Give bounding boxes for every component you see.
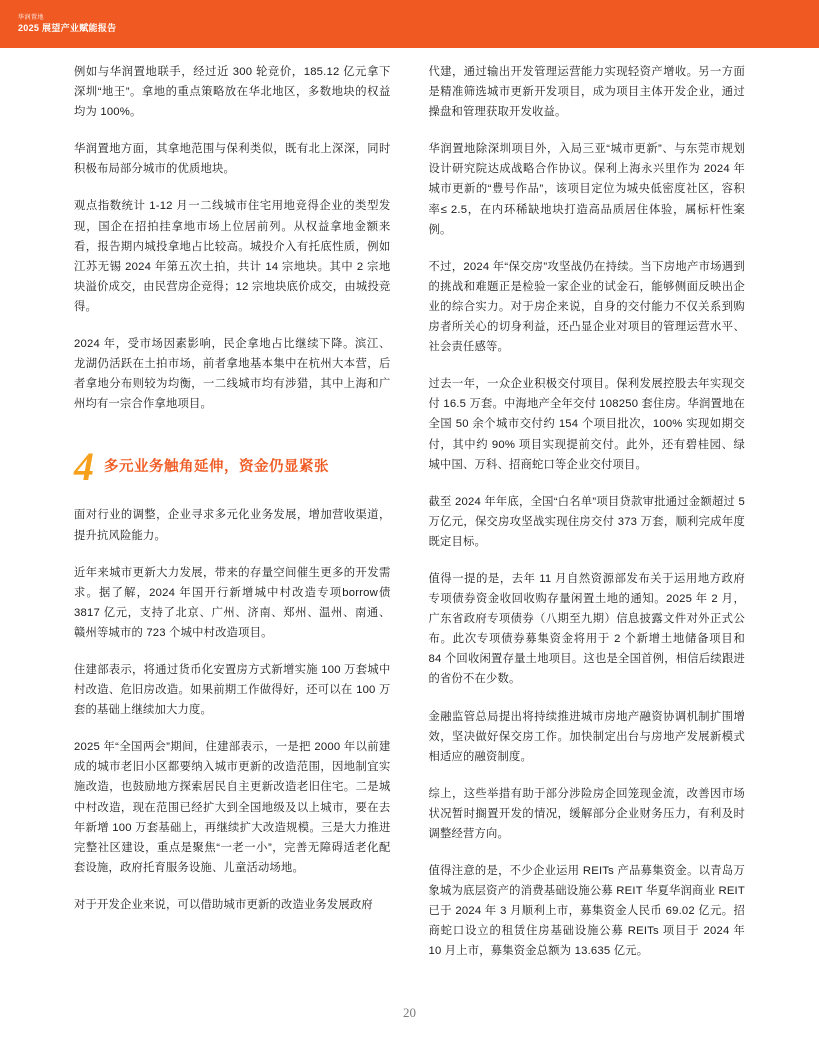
- paragraph: 综上，这些举措有助于部分涉险房企回笼现金流，改善因市场状况暂时搁置开发的情况，缓解部分企业财务压力，有利及时调整经营方向。: [428, 787, 745, 840]
- section-number: 4: [74, 444, 94, 490]
- section-heading: [74, 444, 391, 490]
- paragraph: 金融监管总局提出将持续推进城市房地产融资协调机制扩围增效，坚决做好保交房工作。加快制定出台与房地产发展新模式相适应的融资制度。: [428, 710, 745, 763]
- paragraph: 华润置地除深圳项目外，入局三亚“城市更新”、与东莞市规划设计研究院达成战略合作协议。保利上海永兴里作为 2024 年城市更新的“豊号作品”，该项目定位为城央低密度社区，容积率≤ 2.5，在内环稀缺地块打造高品质居住体验，属标杆性案例。: [428, 143, 745, 236]
- paragraph: 不过，2024 年“保交房”攻坚战仍在持续。当下房地产市场遇到的挑战和难题正是检验一家企业的试金石，能够侧面反映出企业的综合实力。对于房企来说，自身的交付能力不仅关系到购房者所关心的切身利益，还凸显企业对项目的管理运营水平、社会责任感等。: [428, 260, 745, 354]
- brand-logo: [18, 15, 116, 33]
- page-content: [0, 62, 819, 979]
- paragraph: 观点指数统计 1-12 月一二线城市住宅用地竞得企业的类型发现，国企在招拍挂拿地市场上位居前列。从权益拿地金额来看，报告期内城投拿地占比较高。城投介入有托底性质，例如江苏无锡 2024 年第五次土拍，共计 14 宗地块。其中 2 宗地块溢价成交，由民营房企竞得；12 宗地块底价成交，由城投竞得。: [74, 200, 391, 313]
- paragraph: 华润置地方面，其拿地范围与保利类似，既有北上深深，同时积极布局部分城市的优质地块。: [74, 143, 391, 176]
- page-number: 20: [403, 1005, 416, 1020]
- paragraph: 例如与华润置地联手，经过近 300 轮竞价，185.12 亿元拿下深圳“地王”。拿地的重点策略放在华北地区，多数地块的权益均为 100%。: [74, 66, 391, 119]
- paragraph: 面对行业的调整，企业寻求多元化业务发展，增加营收渠道，提升抗风险能力。: [74, 509, 391, 542]
- paragraph: 住建部表示，将通过货币化安置房方式新增实施 100 万套城中村改造、危旧房改造。如果前期工作做得好，还可以在 100 万套的基础上继续加大力度。: [74, 663, 391, 717]
- paragraph: 过去一年，一众企业积极交付项目。保利发展控股去年实现交付 16.5 万套。中海地产全年交付 108250 套住房。华润置地在全国 50 余个城市交付约 154 个项目批次，100% 实现如期交付，其中约 90% 项目实现提前交付。此外，还有碧桂园、绿城中国、万科、招商蛇口等企业交付项目。: [428, 378, 745, 471]
- brand-logo-sub: 华润置地: [18, 14, 45, 21]
- right-column: [429, 62, 746, 979]
- paragraph: 截至 2024 年年底，全国“白名单”项目贷款审批通过金额超过 5 万亿元，保交房攻坚战实现住房交付 373 万套，顺利完成年度既定目标。: [428, 495, 745, 548]
- left-column: [74, 62, 391, 979]
- brand-logo-title: 2025 展望产业赋能报告: [18, 22, 117, 33]
- paragraph: 近年来城市更新大力发展，带来的存量空间催生更多的开发需求。据了解，2024 年国开行新增城中村改造专项borrow债3817 亿元，支持了北京、广州、济南、郑州、温州、南通、赣州等城市的 723 个城中村改造项目。: [74, 566, 391, 639]
- paragraph: 2024 年，受市场因素影响，民企拿地占比继续下降。滨江、龙湖仍活跃在土拍市场，前者拿地基本集中在杭州大本营，后者拿地分布则较为均衡，一二线城市均有涉猎，其中上海和广州均有一宗合作拿地项目。: [74, 338, 391, 411]
- section-title: 多元业务触角延伸，资金仍显紧张: [104, 458, 329, 475]
- paragraph: 值得一提的是，去年 11 月自然资源部发布关于运用地方政府专项债券资金收回收购存量闲置土地的通知。2025 年 2 月，广东省政府专项债券（八期至九期）信息披露文件对外正式公布。此次专项债券募集资金将用于 2 个新增土地储备项目和 84 个回收闲置存量土地项目。这也是全国首例，相信后续跟进的省份不在少数。: [428, 572, 745, 686]
- paragraph: 对于开发企业来说，可以借助城市更新的改造业务发展政府: [74, 898, 373, 911]
- page-header: [0, 0, 819, 48]
- paragraph: 值得注意的是，不少企业运用 REITs 产品募集资金。以青岛万象城为底层资产的消费基础设施公募 REIT 华夏华润商业 REIT 已于 2024 年 3 月顺利上市，募集资金人民币 69.02 亿元。招商蛇口设立的租赁住房基础设施公募 REITs 项目于 2024 年 10 月上市，募集资金总额为 13.635 亿元。: [428, 865, 745, 958]
- paragraph: 代建，通过输出开发管理运营能力实现轻资产增收。另一方面是精准筛选城市更新开发项目，成为项目主体开发企业，通过操盘和管理获取开发收益。: [428, 66, 745, 119]
- paragraph: 2025 年“全国两会”期间，住建部表示，一是把 2000 年以前建成的城市老旧小区都要纳入城市更新的改造范围，因地制宜实施改造，也鼓励地方探索居民自主更新改造老旧住宅。二是城中村改造，现在范围已经扩大到全国地级及以上城市，要在去年新增 100 万套基础上，再继续扩大改造规模。三是大力推进完整社区建设，重点是聚焦“一老一小”，完善无障碍适老化配套设施，政府托育服务设施、儿童活动场地。: [74, 741, 391, 874]
